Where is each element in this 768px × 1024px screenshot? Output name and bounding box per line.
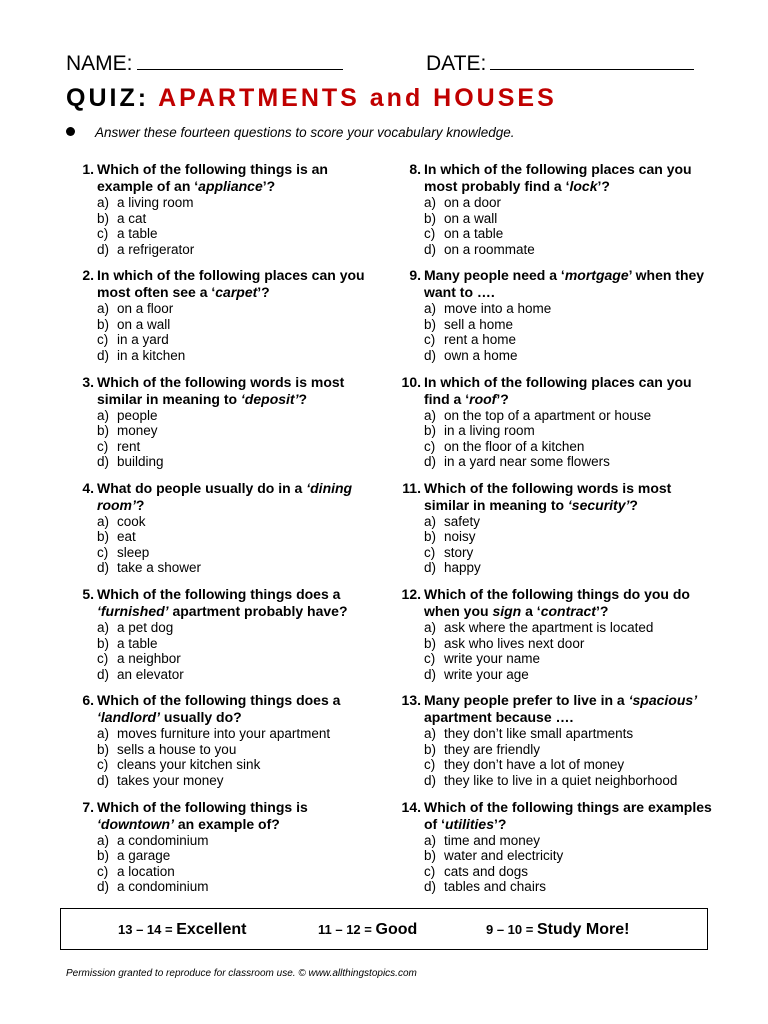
option-text: own a home	[444, 347, 518, 363]
option-letter: d)	[97, 560, 110, 576]
score-study-more	[486, 921, 629, 939]
option-text: a condominium	[117, 879, 209, 895]
name-blank-line[interactable]	[137, 50, 343, 70]
option-text: safety	[444, 513, 481, 529]
option-letter: d)	[424, 454, 437, 470]
option-letter: b)	[424, 316, 437, 332]
answer-option[interactable]	[97, 529, 201, 545]
question-number: 5.	[82, 586, 94, 603]
score-range: 11 – 12 =	[318, 922, 372, 937]
question-keyword: roof	[469, 390, 497, 407]
option-letter: d)	[97, 454, 110, 470]
answer-option[interactable]	[97, 864, 209, 880]
option-text: story	[444, 544, 474, 560]
question-text-part: an example of?	[173, 815, 280, 832]
option-letter: b)	[97, 741, 110, 757]
question-text	[424, 267, 714, 301]
option-letter: c)	[97, 544, 109, 560]
answer-option[interactable]	[97, 833, 209, 849]
option-letter: d)	[424, 879, 437, 895]
option-letter: a)	[97, 620, 110, 636]
header-row	[66, 50, 706, 78]
answer-options	[424, 726, 677, 788]
question-text-part: ’?	[597, 178, 610, 194]
question-text-part: Which of the following things does a	[97, 586, 341, 603]
answer-option[interactable]	[424, 833, 563, 849]
question-11	[393, 480, 708, 586]
answer-option[interactable]	[424, 317, 551, 333]
question-7	[66, 799, 386, 905]
question-10	[393, 374, 708, 480]
answer-option[interactable]	[97, 773, 330, 789]
question-text-part: Which of the following words is most similar in meaning to	[424, 479, 672, 513]
option-letter: c)	[97, 757, 109, 773]
answer-option[interactable]	[424, 514, 481, 530]
answer-option[interactable]	[424, 439, 651, 455]
answer-option[interactable]	[97, 423, 164, 439]
answer-option[interactable]	[424, 620, 653, 636]
answer-options	[424, 833, 563, 895]
question-text-part: Which of the following things are examples of ‘	[424, 798, 712, 832]
question-number: 10.	[401, 373, 421, 390]
option-text: eat	[117, 529, 136, 545]
answer-option[interactable]	[97, 879, 209, 895]
page-title	[66, 84, 557, 113]
question-keyword: ‘landlord’	[97, 709, 160, 726]
option-text: water and electricity	[444, 848, 564, 864]
answer-option[interactable]	[97, 211, 194, 227]
answer-option[interactable]	[424, 879, 563, 895]
answer-option[interactable]	[97, 667, 184, 683]
option-letter: a)	[424, 195, 437, 210]
answer-option[interactable]	[97, 757, 330, 773]
option-letter: b)	[97, 210, 110, 226]
option-letter: d)	[97, 241, 110, 257]
option-letter: b)	[97, 635, 110, 651]
option-letter: a)	[424, 726, 437, 742]
answer-option[interactable]	[97, 636, 184, 652]
question-text-part: a ‘	[521, 603, 541, 620]
answer-option[interactable]	[424, 423, 651, 439]
option-letter: d)	[424, 666, 437, 682]
option-letter: a)	[97, 513, 110, 529]
question-text-part: Which of the following things does a	[97, 692, 341, 709]
option-letter: c)	[97, 863, 109, 879]
option-text: on a wall	[117, 316, 171, 332]
answer-option[interactable]	[424, 529, 481, 545]
option-letter: a)	[97, 301, 110, 317]
questions-column-left	[66, 161, 386, 905]
option-letter: a)	[97, 195, 110, 210]
option-text: a condominium	[117, 832, 209, 848]
option-letter: c)	[424, 438, 436, 454]
option-text: cook	[117, 513, 146, 529]
option-text: tables and chairs	[444, 879, 547, 895]
option-text: write your name	[444, 651, 541, 667]
option-text: sells a house to you	[117, 741, 237, 757]
option-letter: c)	[424, 226, 436, 241]
answer-option[interactable]	[424, 242, 535, 258]
option-letter: b)	[424, 210, 437, 226]
question-3	[66, 374, 386, 480]
question-number: 7.	[82, 798, 94, 815]
question-14	[393, 798, 712, 905]
answer-option[interactable]	[97, 545, 201, 561]
answer-option[interactable]	[97, 560, 201, 576]
question-keyword: carpet	[215, 284, 258, 301]
answer-option[interactable]	[424, 226, 535, 242]
question-12	[393, 586, 708, 692]
question-keyword: mortgage	[564, 267, 629, 284]
option-text: in a living room	[444, 423, 535, 439]
option-text: a neighbor	[117, 651, 181, 667]
title-main: APARTMENTS and HOUSES	[158, 84, 557, 112]
score-range: 13 – 14 =	[118, 922, 173, 937]
option-text: a refrigerator	[117, 241, 195, 257]
option-letter: c)	[97, 651, 109, 667]
answer-options	[424, 514, 481, 576]
answer-option[interactable]	[97, 317, 185, 333]
score-label: Excellent	[176, 921, 247, 938]
question-text-part: Which of the following things is	[97, 798, 308, 815]
option-text: an elevator	[117, 666, 184, 682]
answer-option[interactable]	[424, 211, 535, 227]
answer-options	[424, 301, 551, 363]
answer-option[interactable]	[97, 332, 185, 348]
option-letter: d)	[424, 241, 437, 257]
date-field[interactable]	[426, 50, 694, 76]
answer-options	[97, 833, 209, 895]
question-text-part: ?	[135, 496, 145, 513]
option-letter: d)	[97, 347, 110, 363]
question-text-part: usually do?	[160, 709, 242, 726]
date-blank-line[interactable]	[490, 50, 694, 70]
answer-option[interactable]	[424, 348, 551, 364]
question-text-part: ’?	[595, 603, 609, 620]
question-text-part: What do people usually do in a	[97, 479, 307, 496]
question-text	[424, 692, 714, 726]
answer-option[interactable]	[97, 301, 185, 317]
answer-options	[424, 195, 535, 257]
question-keyword: lock	[569, 178, 598, 194]
answer-option[interactable]	[424, 651, 653, 667]
question-text-part: Many people prefer to live in a	[424, 692, 629, 709]
answer-option[interactable]	[424, 757, 677, 773]
option-text: they like to live in a quiet neighborhood	[444, 772, 678, 788]
question-text	[424, 799, 714, 833]
option-text: on a wall	[444, 210, 498, 226]
option-text: a location	[117, 863, 175, 879]
option-letter: d)	[424, 560, 437, 576]
option-text: on a table	[444, 226, 504, 241]
answer-option[interactable]	[424, 636, 653, 652]
question-text-part: Which of the following things do you do when you	[424, 586, 690, 620]
option-text: in a kitchen	[117, 347, 186, 363]
question-number: 6.	[82, 692, 94, 709]
option-text: in a yard	[117, 332, 169, 348]
score-label: Study More!	[536, 921, 630, 938]
score-box	[60, 908, 708, 950]
question-keyword: ‘furnished’	[97, 603, 169, 620]
question-4	[66, 480, 386, 586]
question-number: 14.	[401, 798, 421, 815]
question-text	[97, 799, 387, 833]
option-letter: b)	[424, 423, 437, 439]
option-letter: d)	[424, 347, 437, 363]
question-6	[66, 692, 386, 798]
option-text: building	[117, 454, 164, 470]
option-text: ask where the apartment is located	[444, 620, 654, 636]
question-number: 11.	[402, 479, 421, 496]
questions-column-right	[393, 161, 712, 905]
question-text-part: Which of the following things is an example of an ‘	[97, 161, 328, 194]
option-text: sell a home	[444, 316, 514, 332]
answer-option[interactable]	[424, 667, 653, 683]
question-text	[424, 586, 714, 620]
answer-option[interactable]	[424, 864, 563, 880]
instruction	[66, 125, 686, 140]
question-keyword: sign	[492, 603, 522, 620]
question-keyword: ‘spacious’	[628, 692, 698, 709]
option-letter: b)	[424, 848, 437, 864]
option-letter: a)	[424, 620, 437, 636]
question-text-part: In which of the following places can you find a ‘	[424, 373, 692, 407]
option-letter: a)	[97, 726, 110, 742]
option-letter: d)	[97, 879, 110, 895]
question-text	[424, 374, 714, 408]
question-number: 3.	[82, 373, 94, 390]
option-text: on a door	[444, 195, 502, 210]
name-field[interactable]	[66, 50, 343, 76]
question-text-part: ?	[629, 496, 638, 513]
answer-option[interactable]	[424, 454, 651, 470]
option-text: rent	[117, 438, 141, 454]
question-number: 4.	[82, 479, 94, 496]
answer-options	[97, 620, 184, 682]
answer-option[interactable]	[97, 848, 209, 864]
question-text	[97, 480, 387, 514]
question-1	[66, 161, 386, 267]
answer-option[interactable]	[424, 408, 651, 424]
answer-options	[424, 408, 651, 470]
answer-option[interactable]	[424, 301, 551, 317]
option-letter: b)	[97, 423, 110, 439]
answer-option[interactable]	[424, 545, 481, 561]
question-text-part: ’?	[494, 815, 507, 832]
answer-option[interactable]	[97, 514, 201, 530]
score-label: Good	[375, 921, 418, 938]
option-letter: c)	[424, 863, 436, 879]
question-text	[97, 586, 387, 620]
date-label: DATE:	[426, 52, 487, 75]
option-text: people	[117, 407, 158, 423]
name-label: NAME:	[66, 52, 133, 75]
question-text-part: apartment because ….	[424, 709, 574, 726]
option-text: move into a home	[444, 301, 552, 317]
option-text: takes your money	[117, 772, 224, 788]
answer-option[interactable]	[97, 348, 185, 364]
question-text-part: Many people need a ‘	[424, 267, 565, 284]
option-text: ask who lives next door	[444, 635, 585, 651]
question-text-part: ?	[298, 390, 308, 407]
option-text: happy	[444, 560, 481, 576]
question-text-part: Which of the following words is most similar in meaning to	[97, 373, 345, 407]
answer-option[interactable]	[97, 620, 184, 636]
question-keyword: ‘security’	[567, 496, 630, 513]
option-text: a cat	[117, 210, 147, 226]
option-text: they don’t have a lot of money	[444, 757, 625, 773]
option-text: write your age	[444, 666, 529, 682]
question-text-part: ’?	[496, 390, 509, 407]
answer-option[interactable]	[97, 242, 194, 258]
option-letter: a)	[97, 407, 110, 423]
option-text: on a floor	[117, 301, 174, 317]
question-text-part: ’?	[262, 178, 276, 194]
option-letter: c)	[97, 438, 109, 454]
answer-option[interactable]	[97, 408, 164, 424]
question-9	[393, 267, 708, 373]
score-excellent	[118, 921, 246, 939]
answer-options	[97, 195, 194, 257]
question-text	[97, 161, 387, 195]
instruction-text: Answer these fourteen questions to score your vocabulary knowledge.	[95, 125, 515, 140]
question-number: 8.	[409, 161, 421, 177]
question-number: 2.	[82, 267, 94, 284]
option-text: a living room	[117, 195, 194, 210]
question-8	[393, 161, 708, 267]
answer-option[interactable]	[97, 195, 194, 211]
question-number: 13.	[401, 692, 421, 709]
option-text: a garage	[117, 848, 171, 864]
question-text-part: ’ when they want to ….	[424, 267, 705, 301]
option-text: they don’t like small apartments	[444, 726, 634, 742]
question-text-part: In which of the following places can you most often see a ‘	[97, 267, 365, 301]
option-text: in a yard near some flowers	[444, 454, 610, 470]
option-letter: b)	[424, 529, 437, 545]
option-text: sleep	[117, 544, 150, 560]
answer-option[interactable]	[424, 726, 677, 742]
score-good	[318, 921, 417, 939]
question-text	[97, 374, 387, 408]
question-text-part: In which of the following places can you most probably find a ‘	[424, 161, 692, 194]
option-text: time and money	[444, 832, 541, 848]
option-letter: b)	[97, 316, 110, 332]
option-text: take a shower	[117, 560, 202, 576]
question-number: 1.	[82, 161, 94, 177]
answer-options	[424, 620, 653, 682]
answer-option[interactable]	[424, 560, 481, 576]
question-2	[66, 267, 386, 373]
question-number: 12.	[401, 586, 421, 603]
question-keyword: ‘downtown’	[97, 815, 174, 832]
option-letter: c)	[424, 651, 436, 667]
answer-options	[97, 726, 330, 788]
option-text: a pet dog	[117, 620, 174, 636]
answer-option[interactable]	[97, 742, 330, 758]
option-letter: a)	[97, 832, 110, 848]
option-text: moves furniture into your apartment	[117, 726, 331, 742]
question-13	[393, 692, 708, 798]
option-letter: b)	[424, 635, 437, 651]
option-text: cleans your kitchen sink	[117, 757, 261, 773]
option-text: on a roommate	[444, 241, 535, 257]
option-text: cats and dogs	[444, 863, 529, 879]
answer-option[interactable]	[424, 195, 535, 211]
question-5	[66, 586, 386, 692]
question-number: 9.	[409, 267, 421, 284]
option-letter: b)	[97, 529, 110, 545]
answer-option[interactable]	[424, 773, 677, 789]
question-keyword: ‘dining room’	[97, 479, 353, 513]
score-range: 9 – 10 =	[486, 922, 534, 937]
option-text: rent a home	[444, 332, 517, 348]
answer-option[interactable]	[424, 332, 551, 348]
option-letter: a)	[424, 832, 437, 848]
question-keyword: ‘deposit’	[240, 390, 299, 407]
question-keyword: contract	[540, 603, 596, 620]
option-letter: d)	[97, 666, 110, 682]
answer-option[interactable]	[97, 439, 164, 455]
answer-options	[97, 408, 164, 470]
question-text-part: apartment probably have?	[168, 603, 348, 620]
question-text-part: ’?	[257, 284, 270, 301]
question-keyword: utilities	[445, 815, 495, 832]
question-keyword: appliance	[198, 178, 263, 194]
question-text	[424, 480, 714, 514]
option-letter: a)	[424, 407, 437, 423]
answer-options	[97, 514, 201, 576]
option-text: they are friendly	[444, 741, 541, 757]
option-letter: c)	[424, 332, 436, 348]
question-text	[97, 692, 387, 726]
option-text: a table	[117, 226, 158, 241]
option-letter: c)	[97, 332, 109, 348]
option-letter: c)	[97, 226, 109, 241]
option-letter: d)	[97, 772, 110, 788]
answer-options	[97, 301, 185, 363]
bullet-icon	[66, 127, 75, 136]
option-letter: b)	[424, 741, 437, 757]
answer-option[interactable]	[97, 454, 164, 470]
question-text	[424, 161, 714, 195]
option-text: on the top of a apartment or house	[444, 407, 652, 423]
option-letter: b)	[97, 848, 110, 864]
footer-permission: Permission granted to reproduce for classroom use. © www.allthingstopics.com	[66, 968, 417, 979]
option-text: on the floor of a kitchen	[444, 438, 585, 454]
title-prefix: QUIZ:	[66, 84, 150, 112]
option-letter: a)	[424, 513, 437, 529]
answer-option[interactable]	[424, 742, 677, 758]
option-letter: c)	[424, 544, 436, 560]
answer-option[interactable]	[97, 726, 330, 742]
question-text	[97, 267, 387, 301]
option-text: noisy	[444, 529, 476, 545]
answer-option[interactable]	[424, 848, 563, 864]
answer-option[interactable]	[97, 651, 184, 667]
answer-option[interactable]	[97, 226, 194, 242]
option-text: a table	[117, 635, 158, 651]
option-letter: a)	[424, 301, 437, 317]
option-letter: c)	[424, 757, 436, 773]
option-text: money	[117, 423, 158, 439]
option-letter: d)	[424, 772, 437, 788]
